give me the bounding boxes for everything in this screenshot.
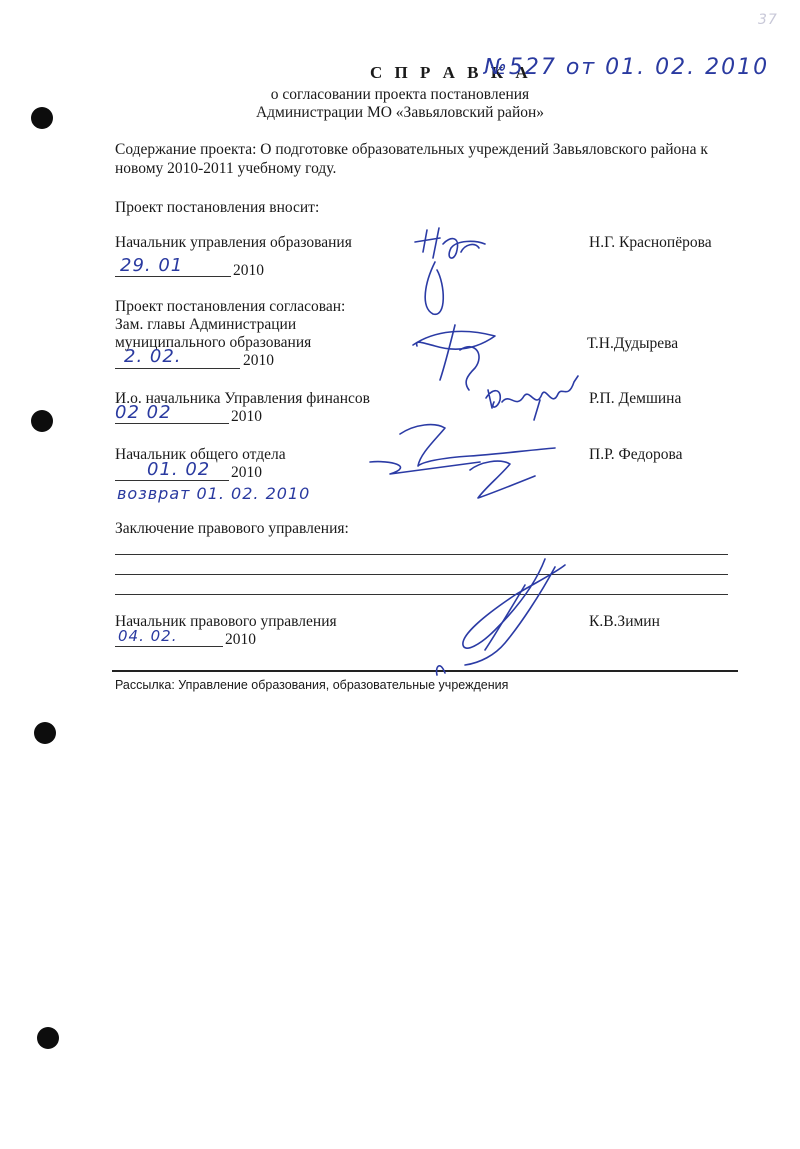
punch-hole [31, 410, 53, 432]
conclusion-line [115, 574, 728, 575]
submitter-name: Н.Г. Краснопёрова [589, 234, 712, 251]
distribution-list: Рассылка: Управление образования, образовательные учреждения [115, 678, 509, 692]
finance-position: И.о. начальника Управления финансов [115, 390, 370, 407]
corner-page-mark: 37 [758, 12, 778, 28]
subtitle-line-1: о согласовании проекта постановления [270, 86, 530, 103]
conclusion-line [115, 594, 728, 595]
document-title: С П Р А В К А [370, 63, 532, 82]
subtitle-line-2: Администрации МО «Завьяловский район» [255, 104, 545, 121]
punch-hole [37, 1027, 59, 1049]
legal-head-date-line [115, 646, 223, 647]
agreed-name: Т.Н.Дудырева [587, 335, 679, 352]
submitted-by-label: Проект постановления вносит: [115, 199, 320, 216]
punch-hole [31, 107, 53, 129]
agreed-date-year: 2010 [243, 352, 274, 369]
general-dept-name: П.Р. Федорова [589, 446, 683, 463]
submitter-date-line [115, 276, 231, 277]
finance-name: Р.П. Демшина [589, 390, 682, 407]
legal-conclusion-label: Заключение правового управления: [115, 520, 349, 537]
general-dept-date-year: 2010 [231, 464, 262, 481]
punch-hole [34, 722, 56, 744]
general-dept-date-line [115, 480, 229, 481]
finance-date-handwritten: 02 02 [115, 402, 172, 423]
handwritten-document-number: №527 от 01. 02. 2010 [484, 55, 770, 80]
signature-krasnoperova [405, 222, 515, 322]
agreed-date-handwritten: 2. 02. [124, 346, 182, 367]
general-dept-position: Начальник общего отдела [115, 446, 286, 463]
agreed-position-line-2: муниципального образования [115, 334, 312, 351]
conclusion-line [115, 554, 728, 555]
finance-date-year: 2010 [231, 408, 262, 425]
agreed-position-line-1: Зам. главы Администрации [115, 316, 297, 333]
submitter-position: Начальник управления образования [115, 234, 352, 251]
project-content-line-2: новому 2010-2011 учебному году. [115, 160, 337, 177]
legal-head-date-year: 2010 [225, 631, 256, 648]
legal-head-name: К.В.Зимин [589, 613, 660, 630]
legal-head-date-handwritten: 04. 02. [118, 627, 178, 645]
finance-date-line [115, 423, 229, 424]
agreed-date-line [115, 368, 240, 369]
agreed-label: Проект постановления согласован: [115, 298, 346, 315]
general-dept-date-handwritten: 01. 02 [147, 459, 211, 480]
signature-zimin [425, 555, 585, 680]
signature-fedorova [360, 418, 560, 508]
submitter-date-year: 2010 [233, 262, 264, 279]
submitter-date-handwritten: 29. 01 [120, 255, 184, 276]
legal-head-position: Начальник правового управления [115, 613, 337, 630]
project-content-line-1: Содержание проекта: О подготовке образовательных учреждений Завьяловского района к [115, 141, 708, 158]
general-dept-return-note-handwritten: возврат 01. 02. 2010 [117, 484, 311, 503]
